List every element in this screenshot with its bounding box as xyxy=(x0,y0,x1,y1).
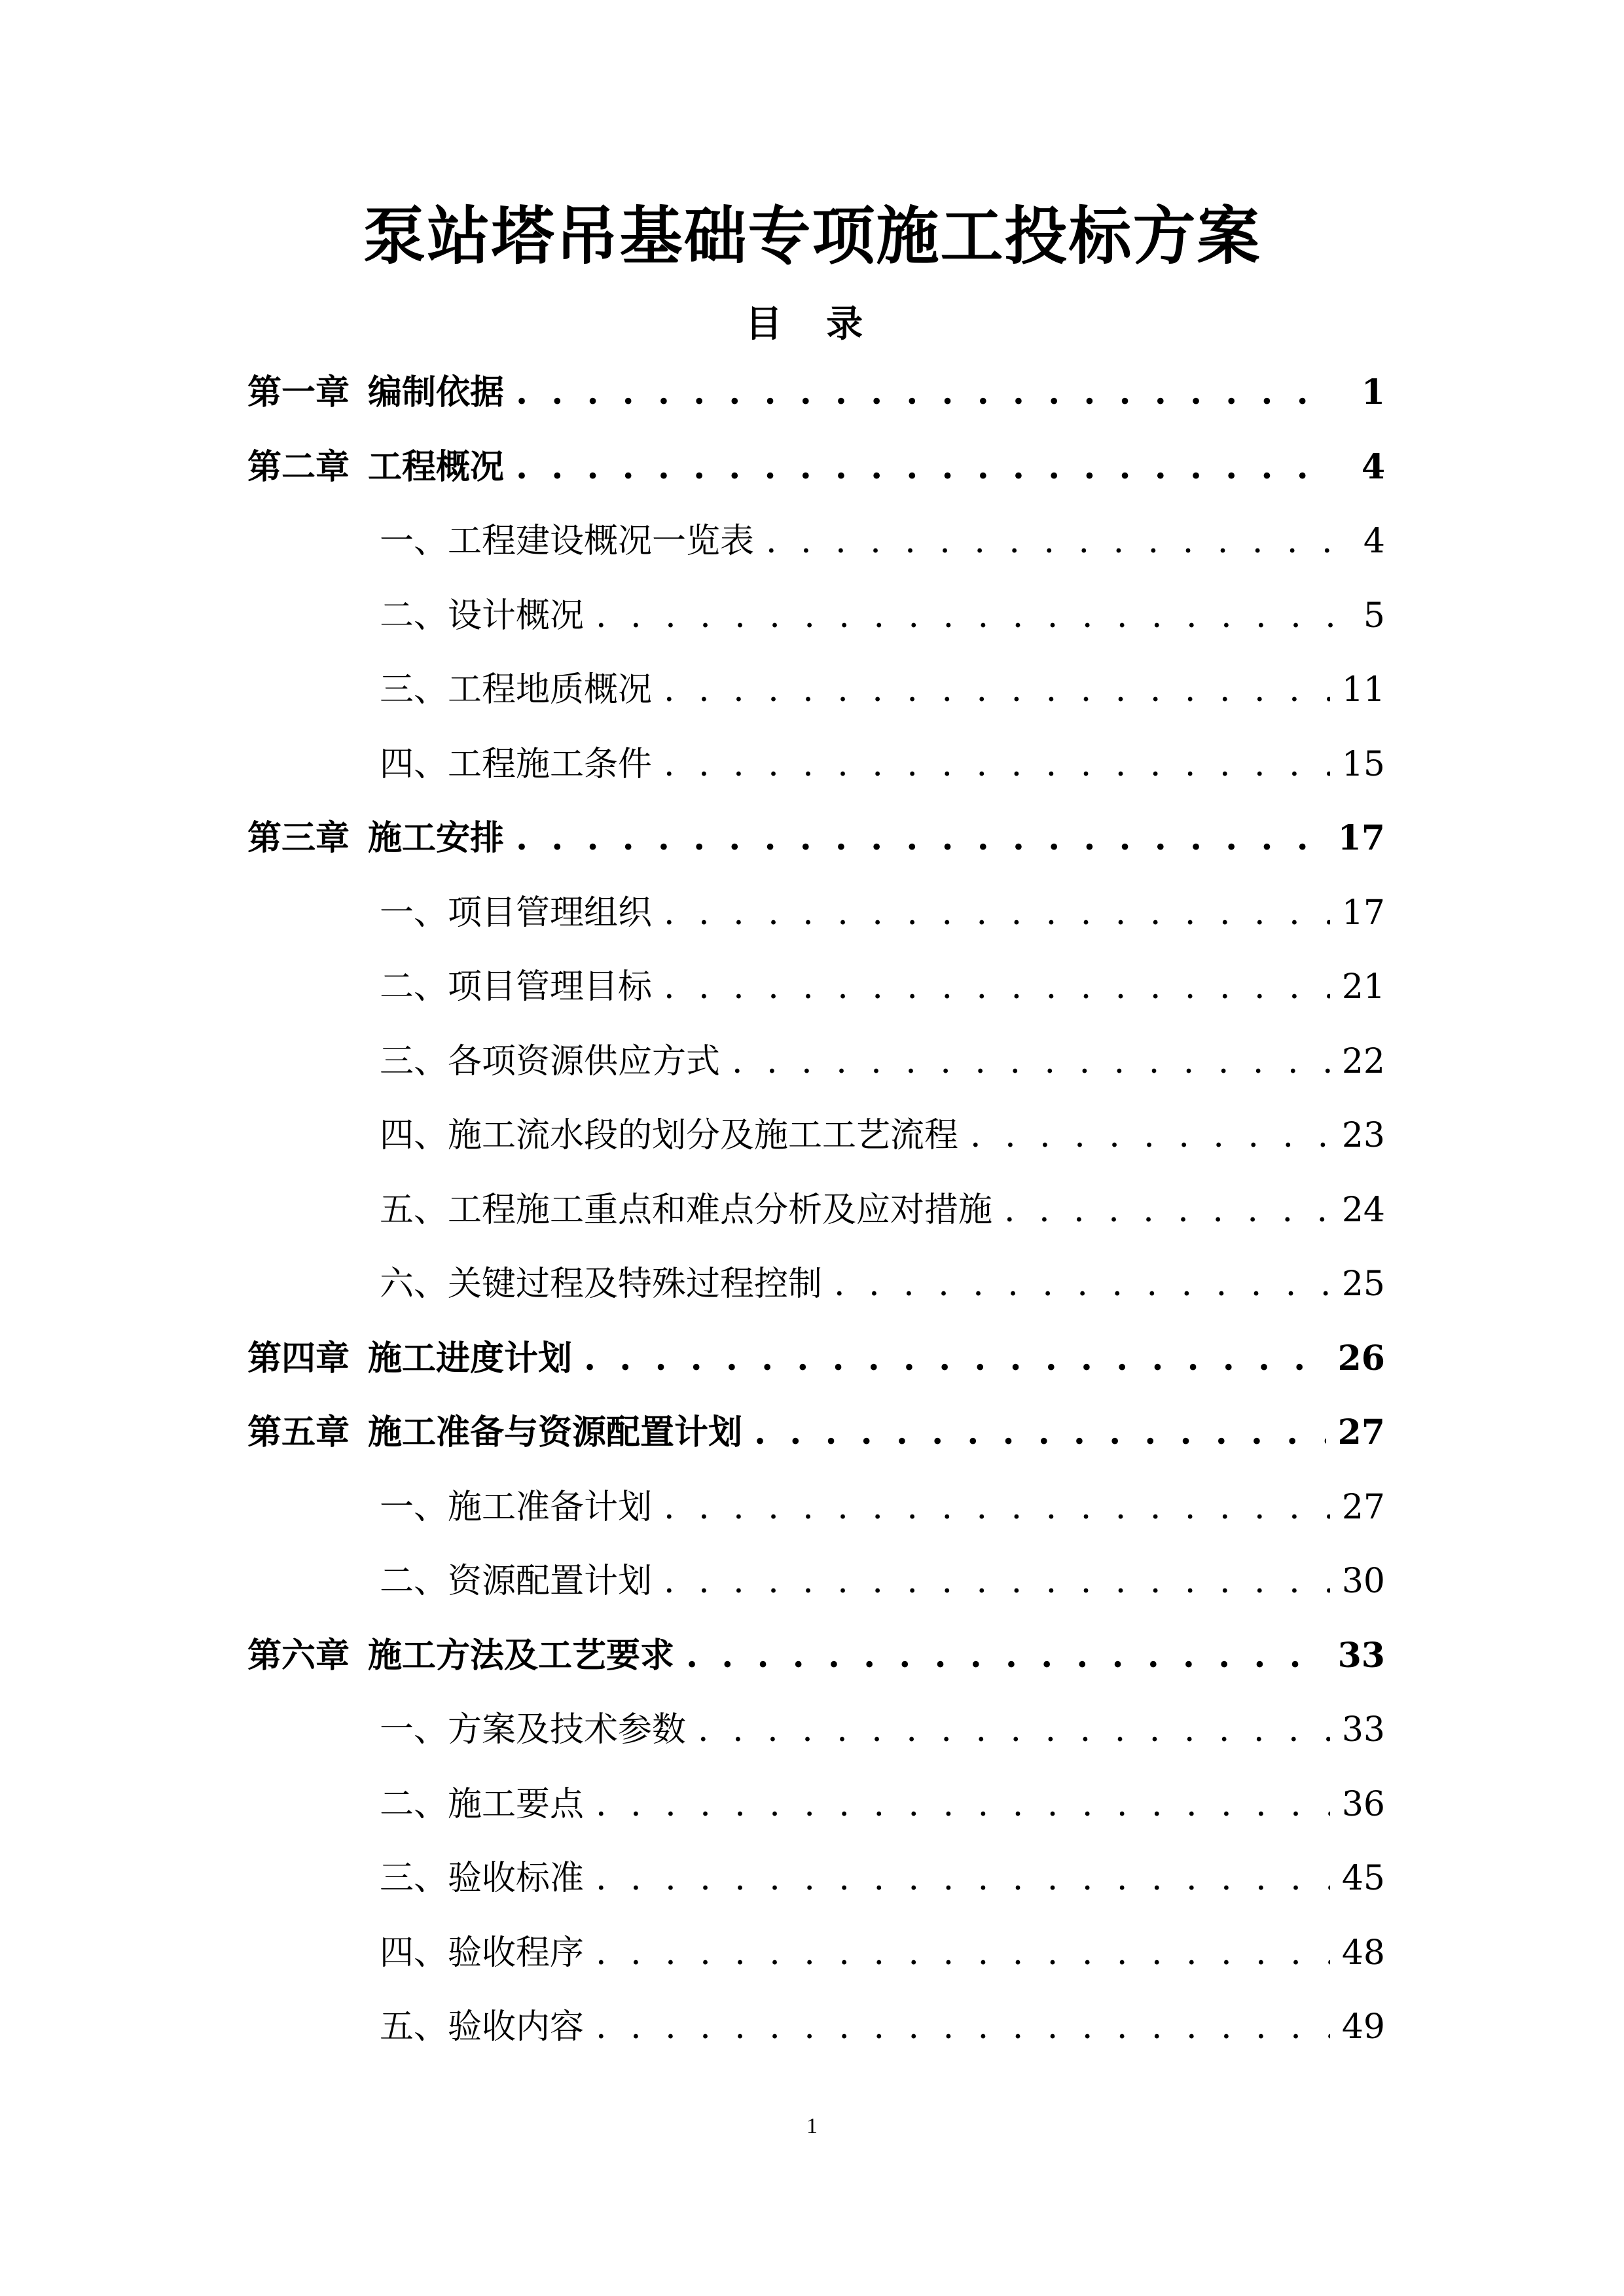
toc-dot-leader xyxy=(732,1035,1330,1088)
toc-entry-text: 二、资源配置计划 xyxy=(380,1562,653,1601)
toc-chapter-entry[interactable] xyxy=(247,441,1385,493)
toc-entry-title xyxy=(380,2001,584,2053)
toc-section-entry[interactable] xyxy=(380,515,1385,567)
toc-dot-leader xyxy=(596,1852,1330,1905)
toc-entry-text: 三、工程地质概况 xyxy=(380,670,653,709)
toc-page-number: 11 xyxy=(1341,670,1385,709)
toc-page-number: 15 xyxy=(1341,744,1385,784)
toc-page-number: 49 xyxy=(1341,2007,1385,2047)
toc-chapter-number: 第一章 xyxy=(247,372,350,412)
toc-dot-leader xyxy=(664,1555,1330,1607)
toc-chapter-number: 第六章 xyxy=(247,1635,350,1676)
toc-section-entry[interactable] xyxy=(380,1109,1385,1162)
toc-section-entry[interactable] xyxy=(380,887,1385,939)
toc-entry-text: 施工安排 xyxy=(368,818,505,858)
toc-entry-title xyxy=(247,1630,674,1682)
toc-chapter-number: 第三章 xyxy=(247,818,350,858)
toc-entry-title xyxy=(247,812,504,865)
toc-dot-leader xyxy=(698,1704,1330,1756)
toc-entry-text: 二、设计概况 xyxy=(380,596,585,636)
toc-section-entry[interactable] xyxy=(380,1481,1385,1534)
toc-dot-leader xyxy=(686,1630,1326,1682)
toc-chapter-entry[interactable] xyxy=(247,367,1385,419)
toc-entry-title xyxy=(380,590,584,642)
toc-entry-text: 三、各项资源供应方式 xyxy=(380,1041,721,1081)
toc-dot-leader xyxy=(1004,1184,1330,1236)
toc-chapter-entry[interactable] xyxy=(247,812,1385,865)
toc-page-number: 22 xyxy=(1341,1041,1385,1081)
toc-page-number: 17 xyxy=(1341,893,1385,933)
toc-entry-title xyxy=(380,961,652,1013)
toc-entry-text: 五、验收内容 xyxy=(380,2007,585,2047)
toc-entry-text: 施工进度计划 xyxy=(368,1338,573,1378)
toc-dot-leader xyxy=(596,1778,1330,1831)
toc-page-number: 25 xyxy=(1341,1265,1385,1304)
toc-page-number: 36 xyxy=(1341,1784,1385,1824)
toc-entry-title xyxy=(380,1184,992,1236)
toc-page-number: 33 xyxy=(1341,1710,1385,1749)
toc-entry-title xyxy=(380,1109,958,1162)
toc-page-number: 21 xyxy=(1341,967,1385,1007)
toc-dot-leader xyxy=(596,590,1334,642)
toc-entry-text: 二、项目管理目标 xyxy=(380,967,653,1007)
toc-page-number: 26 xyxy=(1337,1338,1385,1378)
toc-entry-text: 一、施工准备计划 xyxy=(380,1487,653,1527)
toc-entry-text: 六、关键过程及特殊过程控制 xyxy=(380,1265,823,1304)
toc-entry-title xyxy=(247,1333,572,1385)
toc-page-number: 27 xyxy=(1337,1412,1385,1452)
toc-section-entry[interactable] xyxy=(380,664,1385,716)
toc-section-entry[interactable] xyxy=(380,1258,1385,1310)
toc-dot-leader xyxy=(584,1333,1326,1385)
toc-entry-title xyxy=(380,1258,822,1310)
toc-entry-text: 一、工程建设概况一览表 xyxy=(380,522,755,561)
toc-page-number: 4 xyxy=(1361,446,1385,487)
toc-dot-leader xyxy=(664,1481,1330,1534)
toc-entry-text: 四、验收程序 xyxy=(380,1933,585,1973)
toc-section-entry[interactable] xyxy=(380,961,1385,1013)
page-number: 1 xyxy=(806,2114,818,2138)
toc-chapter-entry[interactable] xyxy=(247,1630,1385,1682)
toc-entry-text: 工程概况 xyxy=(368,446,505,487)
toc-entry-title xyxy=(247,367,504,419)
toc-dot-leader xyxy=(596,1927,1330,1979)
toc-entry-text: 一、项目管理组织 xyxy=(380,893,653,933)
toc-page-number: 4 xyxy=(1363,522,1385,561)
document-title: 泵站塔吊基础专项施工投标方案 xyxy=(363,199,1261,273)
toc-entry-title xyxy=(247,441,504,493)
toc-page-number: 30 xyxy=(1341,1562,1385,1601)
toc-page-number: 45 xyxy=(1341,1859,1385,1898)
toc-dot-leader xyxy=(516,812,1326,865)
toc-dot-leader xyxy=(664,887,1330,939)
toc-entry-text: 三、验收标准 xyxy=(380,1859,585,1898)
toc-entry-title xyxy=(380,1555,652,1607)
toc-entry-text: 编制依据 xyxy=(368,372,505,412)
toc-section-entry[interactable] xyxy=(380,1927,1385,1979)
toc-dot-leader xyxy=(970,1109,1330,1162)
toc-dot-leader xyxy=(766,515,1334,567)
toc-entry-text: 二、施工要点 xyxy=(380,1784,585,1824)
toc-section-entry[interactable] xyxy=(380,1704,1385,1756)
toc-entry-text: 一、方案及技术参数 xyxy=(380,1710,687,1749)
toc-entry-title xyxy=(380,1852,584,1905)
toc-heading: 目 录 xyxy=(745,302,879,346)
toc-section-entry[interactable] xyxy=(380,738,1385,791)
toc-section-entry[interactable] xyxy=(380,1184,1385,1236)
toc-dot-leader xyxy=(834,1258,1330,1310)
toc-dot-leader xyxy=(516,441,1334,493)
toc-entry-title xyxy=(380,1481,652,1534)
toc-section-entry[interactable] xyxy=(380,1555,1385,1607)
toc-page-number: 24 xyxy=(1341,1190,1385,1230)
toc-entry-text: 四、施工流水段的划分及施工工艺流程 xyxy=(380,1116,959,1155)
toc-chapter-number: 第五章 xyxy=(247,1412,350,1452)
toc-chapter-entry[interactable] xyxy=(247,1333,1385,1385)
toc-entry-title xyxy=(380,1778,584,1831)
toc-entry-text: 施工方法及工艺要求 xyxy=(368,1635,675,1676)
toc-entry-title xyxy=(380,738,652,791)
toc-page-number: 5 xyxy=(1363,596,1385,636)
toc-dot-leader xyxy=(664,738,1330,791)
toc-entry-text: 四、工程施工条件 xyxy=(380,744,653,784)
toc-section-entry[interactable] xyxy=(380,1852,1385,1905)
toc-entry-title xyxy=(380,664,652,716)
toc-entry-title xyxy=(380,1035,720,1088)
toc-entry-text: 施工准备与资源配置计划 xyxy=(368,1412,743,1452)
toc-dot-leader xyxy=(664,664,1330,716)
toc-page-number: 17 xyxy=(1337,818,1385,858)
toc-page-number: 23 xyxy=(1341,1116,1385,1155)
toc-page-number: 27 xyxy=(1341,1487,1385,1527)
toc-dot-leader xyxy=(754,1407,1326,1459)
toc-page-number: 1 xyxy=(1361,372,1385,412)
toc-entry-title xyxy=(380,1704,686,1756)
toc-entry-title xyxy=(380,515,754,567)
toc-dot-leader xyxy=(664,961,1330,1013)
toc-section-entry[interactable] xyxy=(380,1035,1385,1088)
toc-dot-leader xyxy=(516,367,1334,419)
toc-chapter-number: 第二章 xyxy=(247,446,350,487)
toc-entry-title xyxy=(380,1927,584,1979)
toc-section-entry[interactable] xyxy=(380,2001,1385,2053)
toc-section-entry[interactable] xyxy=(380,1778,1385,1831)
toc-entry-text: 五、工程施工重点和难点分析及应对措施 xyxy=(380,1190,993,1230)
toc-chapter-number: 第四章 xyxy=(247,1338,350,1378)
toc-section-entry[interactable] xyxy=(380,590,1385,642)
toc-page-number: 48 xyxy=(1341,1933,1385,1973)
toc-dot-leader xyxy=(596,2001,1330,2053)
toc-entry-title xyxy=(380,887,652,939)
toc-chapter-entry[interactable] xyxy=(247,1407,1385,1459)
toc-entry-title xyxy=(247,1407,742,1459)
toc-page-number: 33 xyxy=(1337,1635,1385,1676)
